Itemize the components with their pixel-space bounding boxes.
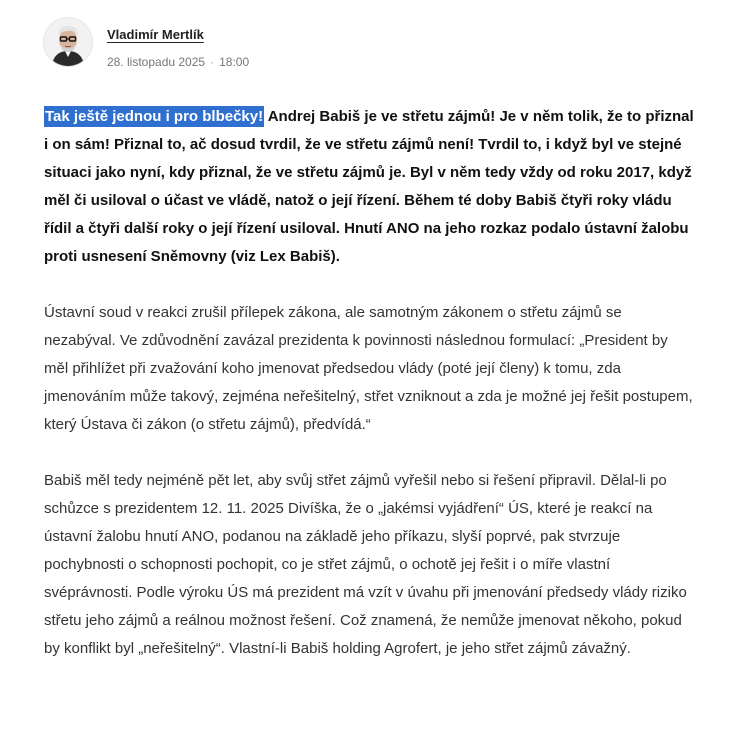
- post-time: 18:00: [219, 55, 250, 69]
- meta-separator: ·: [210, 55, 215, 69]
- author-name-link[interactable]: Vladimír Mertlík: [107, 27, 204, 42]
- post-header: [44, 18, 704, 72]
- article-paragraph-1: [44, 103, 694, 271]
- article-body: [44, 103, 694, 663]
- intro-text: Andrej Babiš je ve střetu zájmů! Je v něm tolik, že to přiznal i on sám! Přiznal to, ač dosud tvrdil, že ve střetu zájmů není! Tvrdil to, i když byl ve stejné situaci jako nyní, kdy přiznal, že ve střetu zájmů je. Byl v něm tedy vždy od roku 2017, když měl či usiloval o účast ve vládě, natož o její řízení. Během té doby Babiš čtyři roky vládu řídil a čtyři další roky o její řízení usiloval. Hnutí ANO na jeho rozkaz podalo ústavní žalobu proti usnesení Sněmovny (viz Lex Babiš).: [44, 108, 694, 265]
- selected-text-highlight[interactable]: Tak ještě jednou i pro blbečky!: [45, 108, 264, 125]
- author-photo: [44, 18, 92, 66]
- post-meta: [107, 55, 249, 69]
- article-paragraph-2: Ústavní soud v reakci zrušil přílepek zákona, ale samotným zákonem o střetu zájmů se nezabýval. Ve zdůvodnění zavázal prezidenta k povinnosti následnou formulací: „President by měl přihlížet při zvažování koho jmenovat předsedou vlády (poté její členy) k tomu, zda jmenováním může takový, zejména neřešitelný, střet vzniknout a zda je možné jej řešit postupem, který Ústava či zákon (o střetu zájmů), předvídá.“: [44, 304, 693, 433]
- post-date: 28. listopadu 2025: [107, 55, 206, 69]
- author-avatar[interactable]: [44, 18, 92, 66]
- article-paragraph-3: Babiš měl tedy nejméně pět let, aby svůj střet zájmů vyřešil nebo si řešení připravil. Dělal-li po schůzce s prezidentem 12. 11. 2025 Divíška, že o „jakémsi vyjádření“ ÚS, které je reakcí na ústavní žalobu hnutí ANO, podanou na základě jeho příkazu, slyší poprvé, pak stvrzuje pochybnosti o schopnosti pochopit, co je střet zájmů, o ochotě jej řešit i o míře vlastní svéprávnosti. Podle výroku ÚS má prezident má vzít v úvahu při jmenování předsedy vlády riziko střetu jeho zájmů a reálnou možnost řešení. Což znamená, že nemůže jmenovat někoho, pokud by konflikt byl „neřešitelný“. Vlastní-li Babiš holding Agrofert, je jeho střet zájmů závažný.: [44, 472, 687, 657]
